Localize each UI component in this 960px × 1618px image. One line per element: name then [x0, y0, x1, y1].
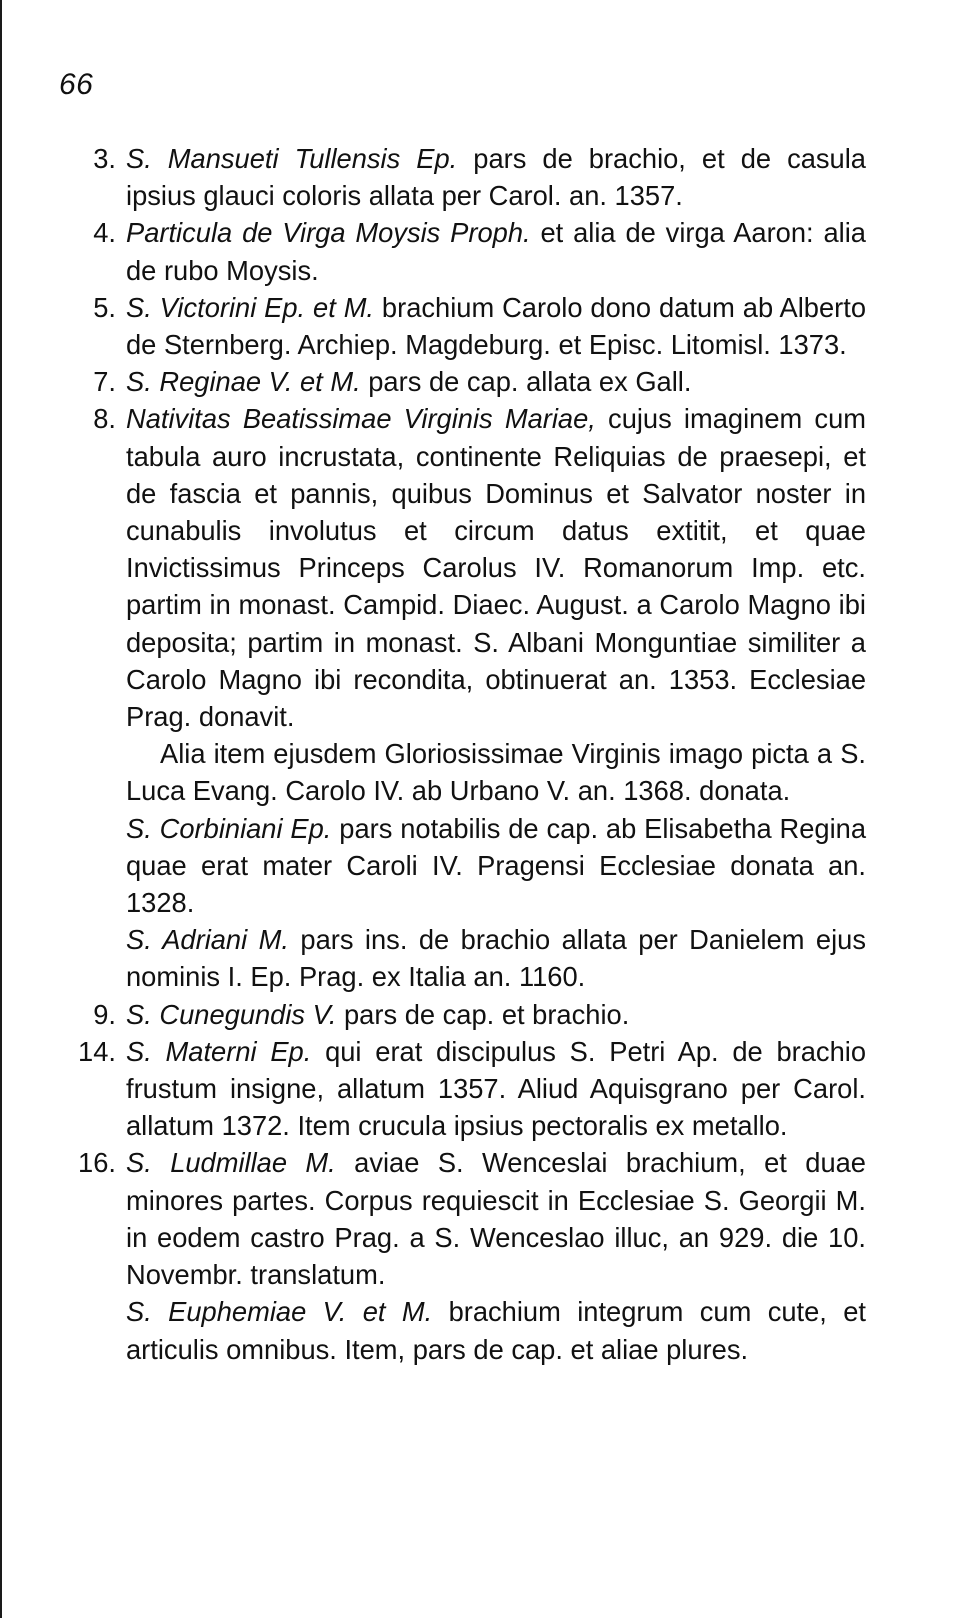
saint-name: Particula de Virga Moysis Proph.: [126, 217, 531, 249]
entry-text: Alia item ejusdem Gloriosissimae Virginis imago picta a S. Luca Evang. Carolo IV. ab Urbano V. an. 1368. donata.: [126, 738, 866, 807]
entry-text: pars de cap. et brachio.: [336, 998, 630, 1030]
saint-name: S. Cunegundis V.: [126, 998, 337, 1030]
entry-number: 16.: [78, 1147, 116, 1179]
entry-text: pars de brachio, et de casula ipsius glauci coloris allata per Carol. an. 1357.: [126, 143, 866, 212]
entry-text: brachium Carolo dono datum ab Alberto de Sternberg. Archiep. Magdeburg. et Episc. Litomisl. 1373.: [126, 291, 867, 361]
saint-name: S. Euphemiae V. et M.: [126, 1296, 433, 1328]
entry-text: cujus imaginem cum tabula auro incrustata, continente Reliquias de praesepi, et de fascia et pannis, quibus Dominus et Salvator noster in cunabulis involutus et circum datus extitit, et quae Invictissimus Princeps Carolus IV. Romanorum Imp. etc. partim in monast. Campid. Diaec. August. a Carolo Magno ibi deposita; partim in monast. S. Albani Monguntiae similiter a Carolo Magno ibi recondita, obtinuerat an. 1353. Ecclesiae Prag. donavit.: [126, 403, 866, 733]
entry-number: 5.: [93, 291, 116, 323]
entry-7: [93, 363, 866, 400]
entry-text: et alia de virga Aaron: alia de rubo Moysis.: [126, 217, 866, 286]
entry-number: 8.: [93, 403, 116, 435]
entry-8: [93, 400, 866, 735]
entry-text: aviae S. Wenceslai brachium, et duae minores partes. Corpus requiescit in Ecclesiae S. Georgii M. in eodem castro Prag. a S. Wenceslao illuc, an 929. die 10. Novembr. translatum.: [126, 1147, 866, 1291]
entry-16: [78, 1144, 866, 1293]
saint-name: S. Reginae V. et M.: [126, 366, 361, 398]
entry-text: brachium integrum cum cute, et articulis omnibus. Item, pars de cap. et aliae plures.: [126, 1296, 867, 1365]
entry-5: [93, 289, 867, 363]
entry-9: [93, 996, 866, 1033]
entry-4: [93, 214, 866, 288]
entry-text: pars notabilis de cap. ab Elisabetha Regina quae erat mater Caroli IV. Pragensi Ecclesiae donata an. 1328.: [126, 812, 866, 919]
entry-14: [78, 1033, 866, 1145]
saint-name: Nativitas Beatissimae Virginis Mariae,: [126, 403, 596, 435]
entry-text: pars ins. de brachio allata per Danielem ejus nominis I. Ep. Prag. ex Italia an. 1160.: [126, 924, 866, 993]
entry-8-alia: [126, 735, 866, 809]
entry-number: 7.: [93, 366, 116, 398]
saint-name: S. Victorini Ep. et M.: [126, 291, 375, 323]
page-number: 66: [59, 68, 94, 101]
entry-8-adriani: [126, 921, 866, 995]
entry-text: qui erat discipulus S. Petri Ap. de brachio frustum insigne, allatum 1357. Aliud Aquisgrano per Carol. allatum 1372. Item crucula ipsius pectoralis ex metallo.: [126, 1035, 866, 1142]
entry-number: 3.: [93, 143, 116, 174]
entry-number: 14.: [78, 1035, 116, 1067]
entry-3: [93, 140, 866, 214]
entry-number: 4.: [93, 217, 116, 249]
entry-text: pars de cap. allata ex Gall.: [360, 366, 692, 398]
entry-8-corbiniani: [126, 810, 866, 922]
relic-list: [0, 140, 960, 1368]
entry-number: 9.: [93, 998, 116, 1030]
saint-name: S. Corbiniani Ep.: [126, 812, 332, 844]
saint-name: S. Materni Ep.: [126, 1035, 312, 1067]
saint-name: S. Mansueti Tullensis Ep.: [126, 143, 458, 174]
saint-name: S. Ludmillae M.: [126, 1147, 336, 1179]
saint-name: S. Adriani M.: [126, 924, 289, 956]
entry-16-euphemiae: [126, 1293, 866, 1367]
